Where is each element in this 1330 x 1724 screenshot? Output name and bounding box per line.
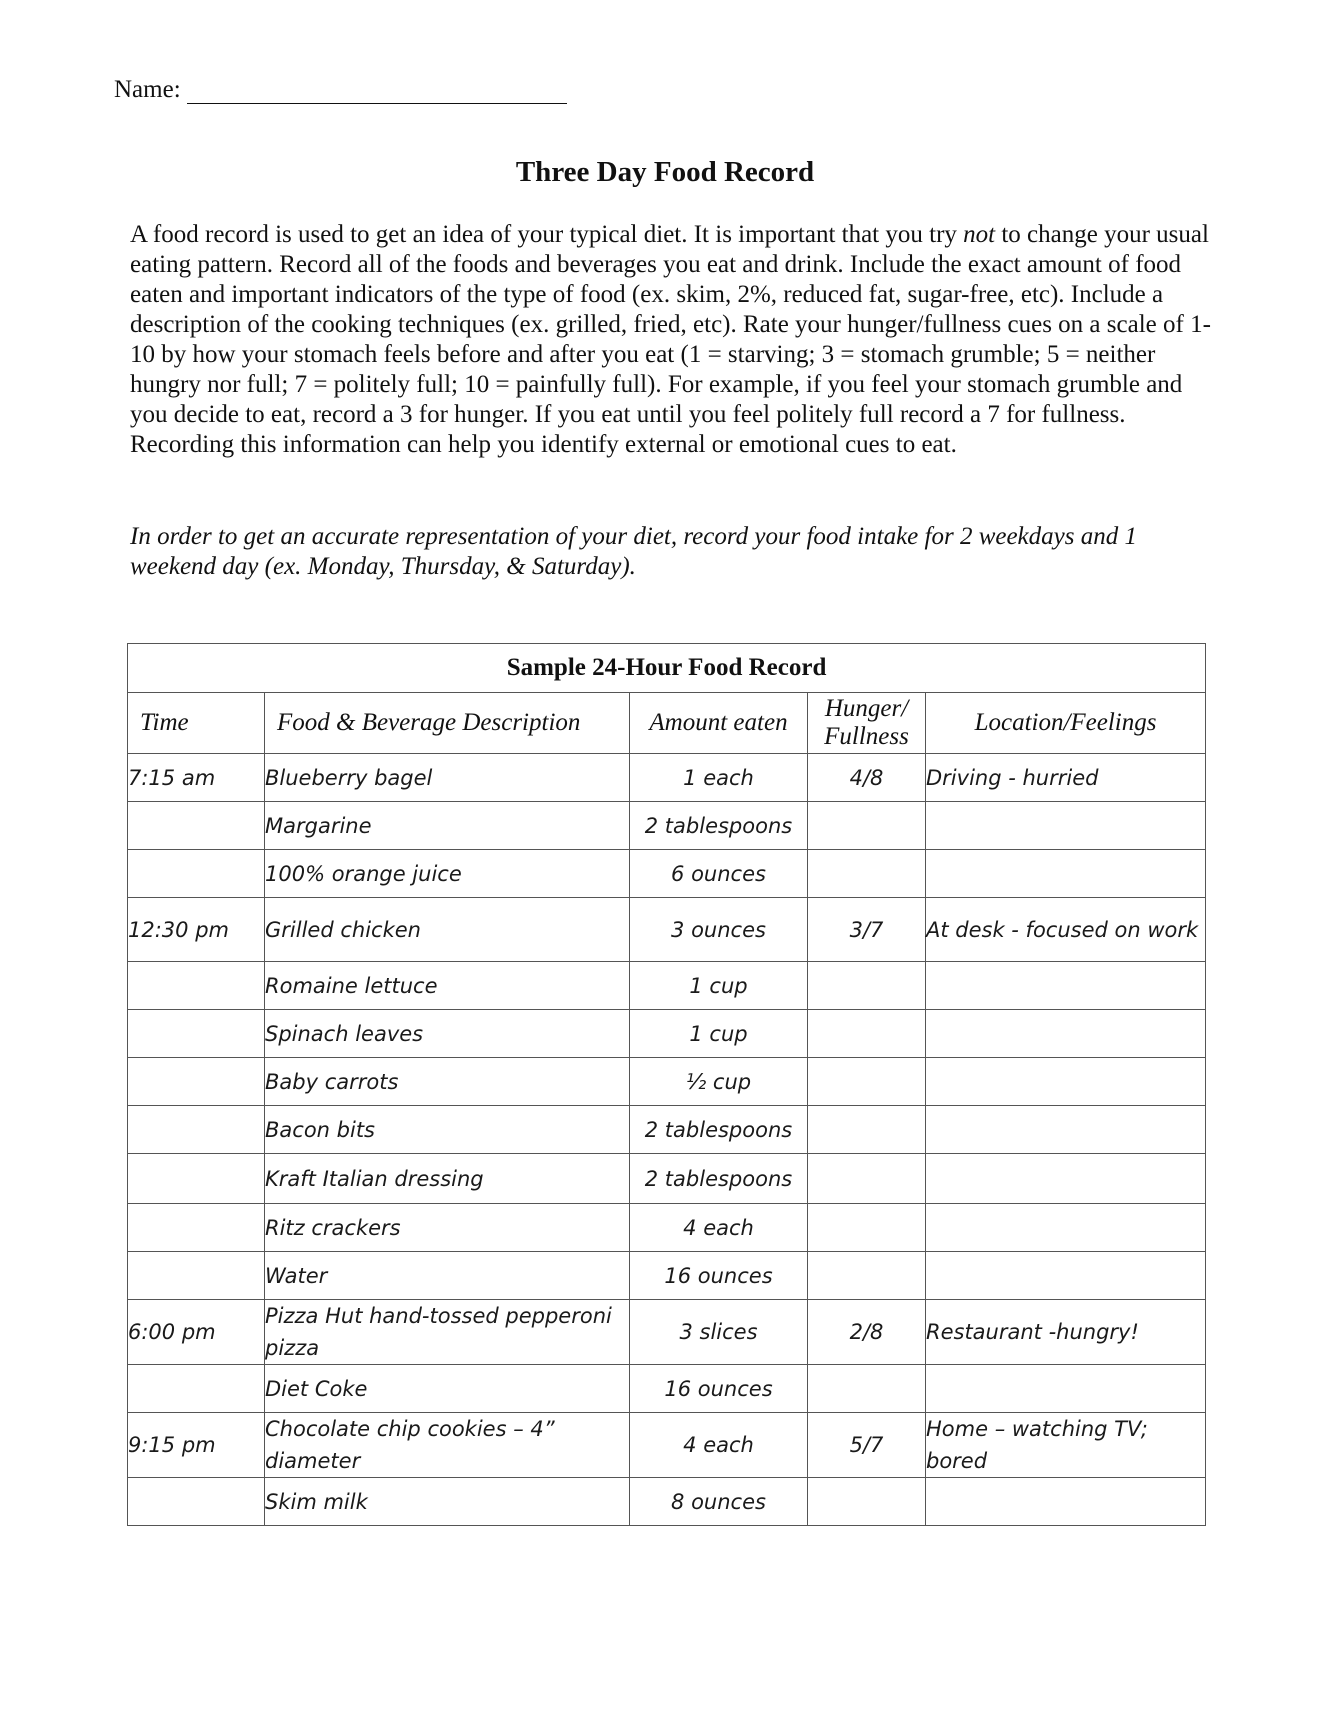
table-row <box>128 1106 1206 1154</box>
name-blank-line[interactable] <box>187 77 567 104</box>
amount-cell: 1 cup <box>630 1010 808 1058</box>
hunger-fullness-cell: 2/8 <box>808 1300 926 1365</box>
amount-cell: 16 ounces <box>630 1252 808 1300</box>
hunger-fullness-cell: 4/8 <box>808 754 926 802</box>
food-record-table <box>127 643 1206 1526</box>
food-cell: Ritz crackers <box>265 1204 630 1252</box>
food-cell: Margarine <box>265 802 630 850</box>
location-cell <box>926 1478 1206 1526</box>
location-cell <box>926 1010 1206 1058</box>
amount-cell: 1 cup <box>630 962 808 1010</box>
header-location-feelings: Location/Feelings <box>926 693 1206 754</box>
food-cell: Blueberry bagel <box>265 754 630 802</box>
amount-cell: 3 slices <box>630 1300 808 1365</box>
table-row <box>128 1252 1206 1300</box>
table-row <box>128 962 1206 1010</box>
amount-cell: 2 tablespoons <box>630 1106 808 1154</box>
hunger-fullness-cell <box>808 962 926 1010</box>
header-time: Time <box>128 693 265 754</box>
amount-cell: 3 ounces <box>630 898 808 962</box>
table-header-row <box>128 693 1206 754</box>
food-cell: Chocolate chip cookies – 4” diameter <box>265 1413 630 1478</box>
time-cell <box>128 850 265 898</box>
time-cell: 12:30 pm <box>128 898 265 962</box>
time-cell <box>128 1154 265 1204</box>
header-food: Food & Beverage Description <box>265 693 630 754</box>
table-row <box>128 1204 1206 1252</box>
location-cell: Driving - hurried <box>926 754 1206 802</box>
time-cell: 9:15 pm <box>128 1413 265 1478</box>
food-cell: Grilled chicken <box>265 898 630 962</box>
header-amount: Amount eaten <box>630 693 808 754</box>
header-hunger-fullness: Hunger/ Fullness <box>808 693 926 754</box>
location-cell <box>926 1365 1206 1413</box>
instruction-note: In order to get an accurate representation of your diet, record your food intake for 2 weekdays and 1 weekend day (ex. Monday, Thursday, & Saturday). <box>130 523 1137 580</box>
table-row <box>128 1154 1206 1204</box>
table-row <box>128 898 1206 962</box>
food-cell: Pizza Hut hand-tossed pepperoni pizza <box>265 1300 630 1365</box>
time-cell <box>128 1365 265 1413</box>
hunger-fullness-cell <box>808 1154 926 1204</box>
location-cell: Home – watching TV; bored <box>926 1413 1206 1478</box>
table-row <box>128 1413 1206 1478</box>
name-label: Name: <box>114 76 181 103</box>
food-cell: 100% orange juice <box>265 850 630 898</box>
food-cell: Spinach leaves <box>265 1010 630 1058</box>
table-row <box>128 1365 1206 1413</box>
table-row <box>128 1300 1206 1365</box>
amount-cell: 4 each <box>630 1204 808 1252</box>
time-cell: 6:00 pm <box>128 1300 265 1365</box>
amount-cell: 1 each <box>630 754 808 802</box>
amount-cell: 4 each <box>630 1413 808 1478</box>
table-row <box>128 1478 1206 1526</box>
page-title: Three Day Food Record <box>515 156 815 188</box>
time-cell <box>128 1010 265 1058</box>
table-row <box>128 754 1206 802</box>
hunger-fullness-cell <box>808 1252 926 1300</box>
hunger-fullness-cell <box>808 802 926 850</box>
location-cell: At desk - focused on work <box>926 898 1206 962</box>
hunger-fullness-cell <box>808 1365 926 1413</box>
time-cell <box>128 1058 265 1106</box>
intro-paragraph: A food record is used to get an idea of your typical diet. It is important that you try not to change your usual eating pattern. Record all of the foods and beverages you eat and drink. Include the exact amount of food eaten and important indicators of the type of food (ex. skim, 2%, reduced fat, sugar-free, etc). Include a description of the cooking techniques (ex. grilled, fried, etc). Rate your hunger/fullness cues on a scale of 1-10 by how your stomach feels before and after you eat (1 = starving; 3 = stomach grumble; 5 = neither hungry nor full; 7 = politely full; 10 = painfully full). For example, if you feel your stomach grumble and you decide to eat, record a 3 for hunger. If you eat until you feel politely full record a 7 for fullness. Recording this information can help you identify external or emotional cues to eat. <box>130 221 1211 458</box>
location-cell <box>926 850 1206 898</box>
hunger-fullness-cell: 5/7 <box>808 1413 926 1478</box>
hunger-fullness-cell <box>808 850 926 898</box>
food-cell: Skim milk <box>265 1478 630 1526</box>
location-cell <box>926 802 1206 850</box>
location-cell <box>926 1204 1206 1252</box>
name-field <box>114 76 567 104</box>
table-row <box>128 850 1206 898</box>
hunger-fullness-cell <box>808 1010 926 1058</box>
location-cell <box>926 1252 1206 1300</box>
location-cell <box>926 962 1206 1010</box>
time-cell <box>128 962 265 1010</box>
hunger-fullness-cell: 3/7 <box>808 898 926 962</box>
food-cell: Bacon bits <box>265 1106 630 1154</box>
time-cell: 7:15 am <box>128 754 265 802</box>
time-cell <box>128 1478 265 1526</box>
table-row <box>128 1010 1206 1058</box>
food-cell: Water <box>265 1252 630 1300</box>
amount-cell: 2 tablespoons <box>630 1154 808 1204</box>
location-cell: Restaurant -hungry! <box>926 1300 1206 1365</box>
time-cell <box>128 1204 265 1252</box>
hunger-fullness-cell <box>808 1058 926 1106</box>
food-cell: Romaine lettuce <box>265 962 630 1010</box>
food-cell: Kraft Italian dressing <box>265 1154 630 1204</box>
time-cell <box>128 802 265 850</box>
amount-cell: 8 ounces <box>630 1478 808 1526</box>
amount-cell: 2 tablespoons <box>630 802 808 850</box>
food-cell: Diet Coke <box>265 1365 630 1413</box>
time-cell <box>128 1252 265 1300</box>
hunger-fullness-cell <box>808 1478 926 1526</box>
time-cell <box>128 1106 265 1154</box>
amount-cell: 16 ounces <box>630 1365 808 1413</box>
table-caption: Sample 24-Hour Food Record <box>128 644 1206 693</box>
table-row <box>128 802 1206 850</box>
location-cell <box>926 1058 1206 1106</box>
table-row <box>128 1058 1206 1106</box>
location-cell <box>926 1154 1206 1204</box>
amount-cell: ½ cup <box>630 1058 808 1106</box>
hunger-fullness-cell <box>808 1106 926 1154</box>
food-cell: Baby carrots <box>265 1058 630 1106</box>
amount-cell: 6 ounces <box>630 850 808 898</box>
hunger-fullness-cell <box>808 1204 926 1252</box>
location-cell <box>926 1106 1206 1154</box>
